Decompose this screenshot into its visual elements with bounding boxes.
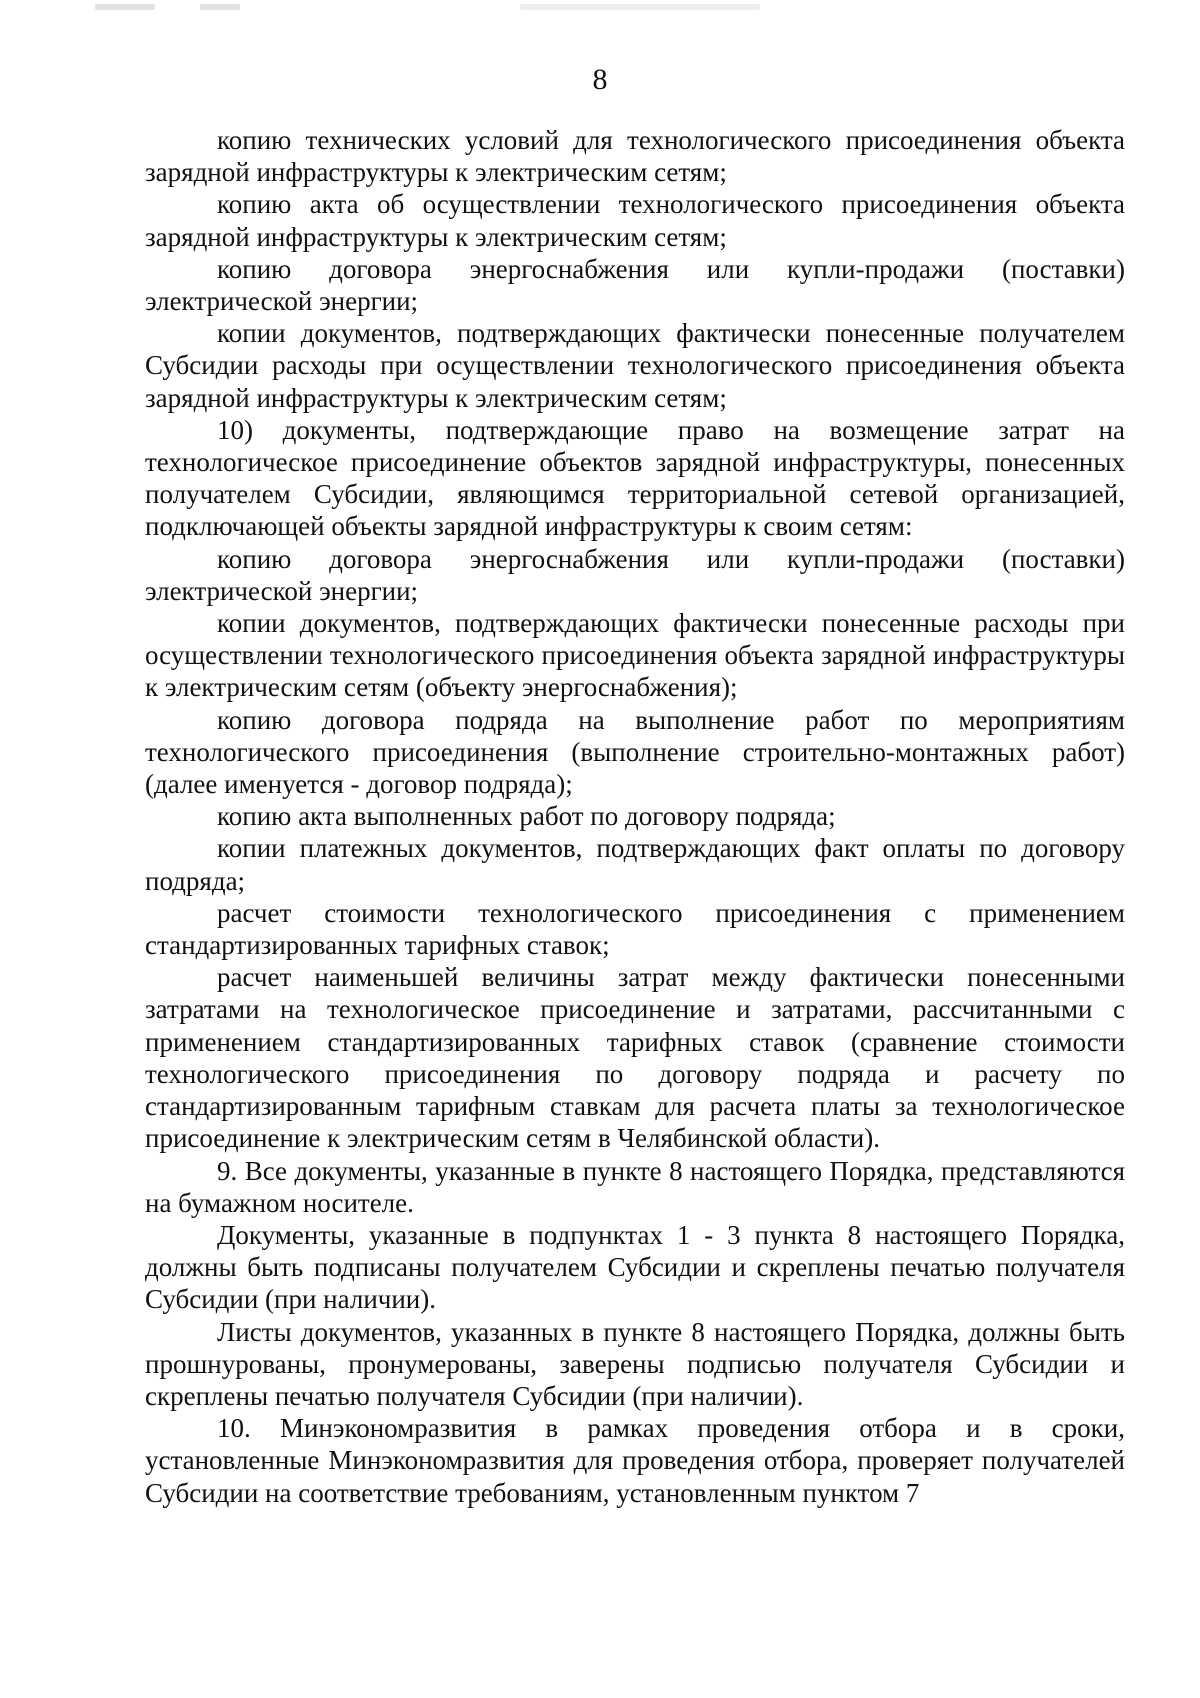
paragraph: копию договора подряда на выполнение работ по мероприятиям технологического присоединения (выполнение строительно-монтажных работ) (далее именуется - договор подряда); <box>145 704 1125 800</box>
paragraph: копию акта об осуществлении технологического присоединения объекта зарядной инфраструктуры к электрическим сетям; <box>145 189 1125 252</box>
paragraph: копии документов, подтверждающих фактически понесенные расходы при осуществлении технологического присоединения объекта зарядной инфраструктуры к электрическим сетям (объекту энергоснабжения); <box>145 608 1125 703</box>
paragraph: копию договора энергоснабжения или купли-продажи (поставки) электрической энергии; <box>145 543 1125 606</box>
page-number: 8 <box>592 63 608 96</box>
scan-artifact <box>520 4 760 10</box>
paragraph: копию технических условий для технологического присоединения объекта зарядной инфраструктуры к электрическим сетям; <box>145 125 1125 188</box>
paragraph: 9. Все документы, указанные в пункте 8 настоящего Порядка, представляются на бумажном носителе. <box>145 1155 1125 1218</box>
paragraph: 10. Минэкономразвития в рамках проведения отбора и в сроки, установленные Минэкономразвития для проведения отбора, проверяет получателей Субсидии на соответствие требованиям, установленным пунктом 7 <box>145 1413 1125 1508</box>
scan-artifact <box>95 4 155 10</box>
paragraph: Документы, указанные в подпунктах 1 - 3 пункта 8 настоящего Порядка, должны быть подписаны получателем Субсидии и скреплены печатью получателя Субсидии (при наличии). <box>145 1219 1125 1315</box>
paragraph: расчет стоимости технологического присоединения с применением стандартизированных тарифных ставок; <box>145 897 1125 961</box>
scan-artifact <box>200 4 240 10</box>
paragraph: Листы документов, указанных в пункте 8 настоящего Порядка, должны быть прошнурованы, пронумерованы, заверены подписью получателя Субсидии и скреплены печатью получателя Субсидии (при наличии). <box>145 1316 1125 1411</box>
paragraph: копию договора энергоснабжения или купли-продажи (поставки) электрической энергии; <box>145 253 1125 317</box>
paragraph: копию акта выполненных работ по договору подряда; <box>217 801 836 832</box>
paragraph: копии платежных документов, подтверждающих факт оплаты по договору подряда; <box>145 833 1125 896</box>
paragraph: расчет наименьшей величины затрат между фактически понесенными затратами на технологическое присоединение и затратами, рассчитанными с применением стандартизированных тарифных ставок (сравнение стоимости технологического присоединения по договору подряда и расчету по стандартизированным тарифным ставкам для расчета платы за технологическое присоединение к электрическим сетям в Челябинской области). <box>145 962 1125 1154</box>
document-body <box>145 124 1125 1509</box>
paragraph: 10) документы, подтверждающие право на возмещение затрат на технологическое присоединение объектов зарядной инфраструктуры, понесенных получателем Субсидии, являющимся территориальной сетевой организацией, подключающей объекты зарядной инфраструктуры к своим сетям: <box>145 414 1125 542</box>
paragraph: копии документов, подтверждающих фактически понесенные получателем Субсидии расходы при осуществлении технологического присоединения объекта зарядной инфраструктуры к электрическим сетям; <box>145 318 1125 413</box>
